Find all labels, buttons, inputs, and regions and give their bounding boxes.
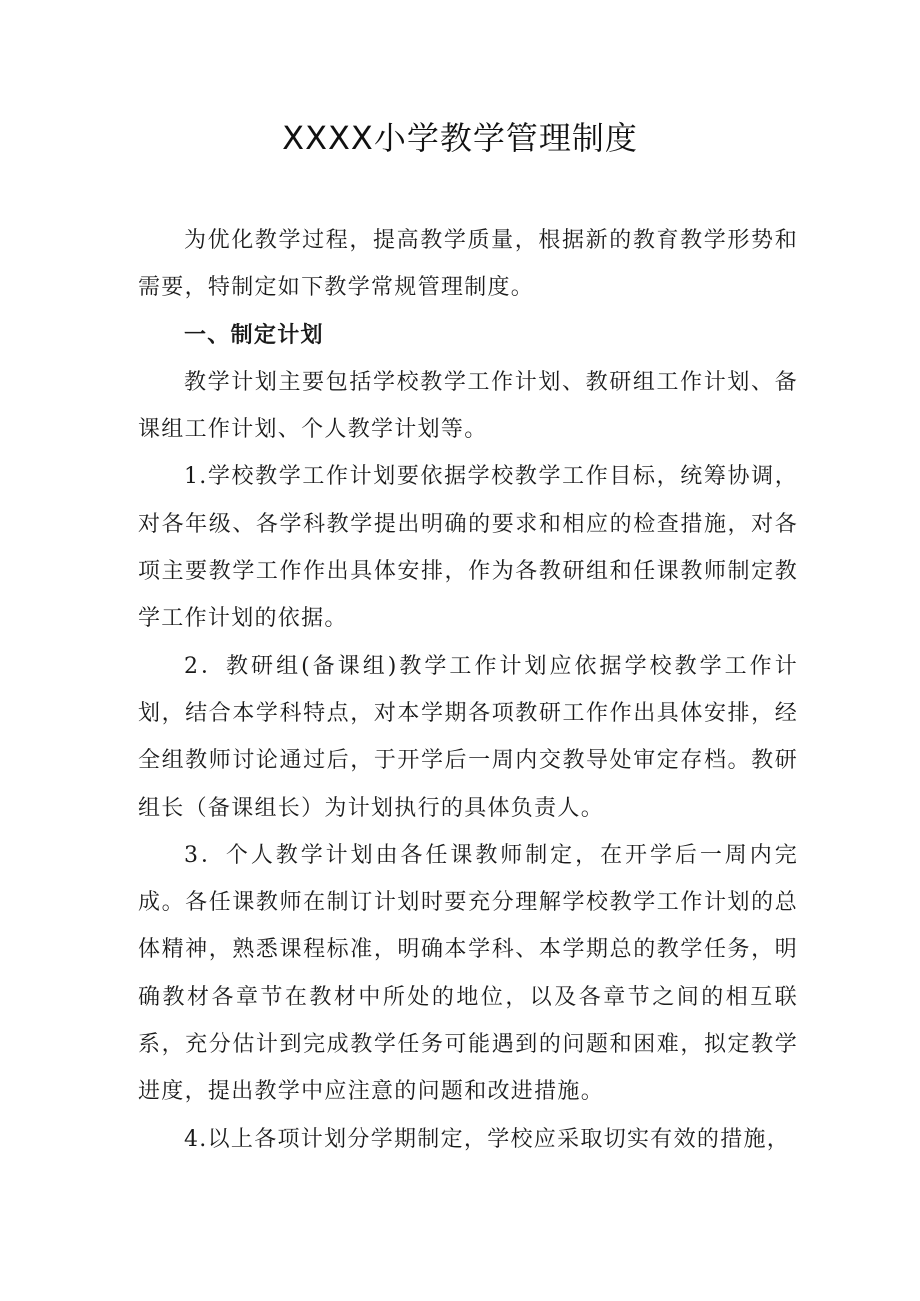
intro-paragraph: 为优化教学过程，提高教学质量，根据新的教育教学形势和需要，特制定如下教学常规管理制度。 — [138, 228, 798, 301]
plan-item-4: 4.以上各项计划分学期制定，学校应采取切实有效的措施， — [184, 1126, 791, 1152]
section-summary-paragraph: 教学计划主要包括学校教学工作计划、教研组工作计划、备课组工作计划、个人教学计划等。 — [138, 369, 798, 443]
plan-item-3: 3．个人教学计划由各任课教师制定，在开学后一周内完成。各任课教师在制订计划时要充分理解学校教学工作计划的总体精神，熟悉课程标准，明确本学科、本学期总的教学任务，明确教材各章节在教材中所处的地位，以及各章节之间的相互联系，充分估计到完成教学任务可能遇到的问题和困难，拟定教学进度，提出教学中应注意的问题和改进措施。 — [138, 842, 798, 1105]
plan-item-2: 2．教研组(备课组)教学工作计划应依据学校教学工作计划，结合本学科特点，对本学期各项教研工作作出具体安排，经全组教师讨论通过后，于开学后一周内交教导处审定存档。教研组长（备课组长）为计划执行的具体负责人。 — [138, 653, 798, 821]
section-heading-plan: 一、制定计划 — [184, 322, 324, 348]
document-body — [138, 217, 798, 1163]
plan-item-1: 1.学校教学工作计划要依据学校教学工作目标，统筹协调，对各年级、各学科教学提出明确的要求和相应的检查措施，对各项主要教学工作作出具体安排，作为各教研组和任课教师制定教学工作计划的依据。 — [138, 464, 798, 632]
document-title: XXXX小学教学管理制度 — [282, 119, 638, 157]
